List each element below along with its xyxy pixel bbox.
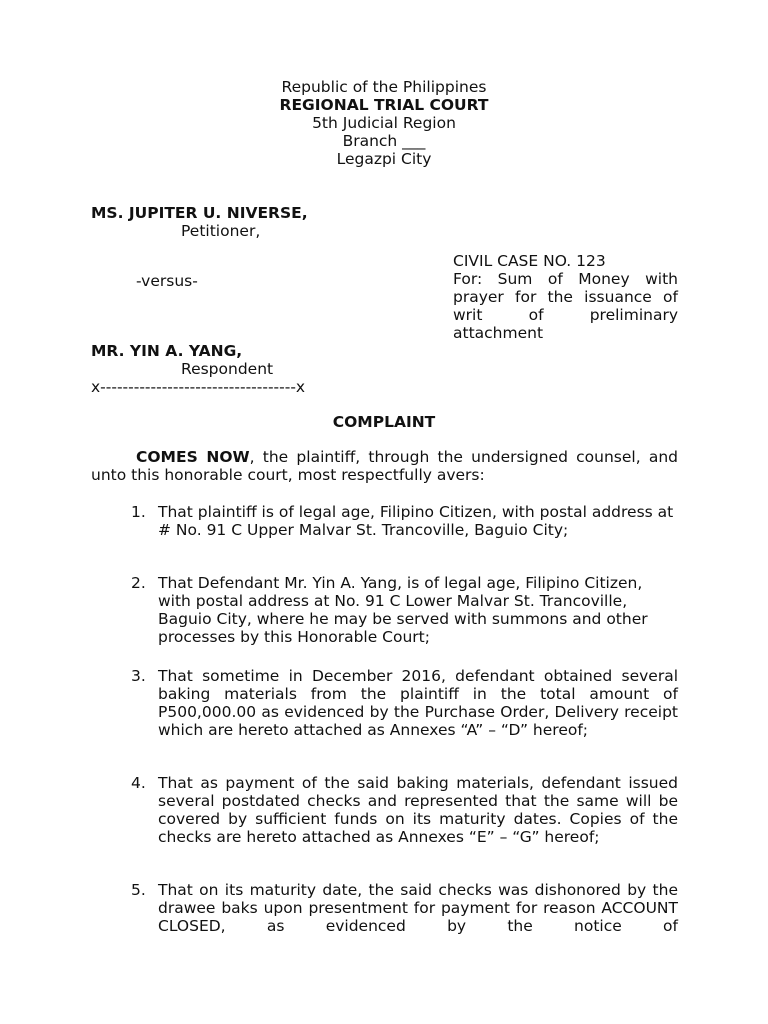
item-number: 5.: [131, 881, 146, 899]
item-number: 1.: [131, 503, 146, 521]
judicial-region: 5th Judicial Region: [312, 114, 456, 132]
respondent-block: [91, 342, 242, 360]
intro-text: , the plaintiff, through the undersigned counsel, and unto this honorable court, most respectfully avers:: [91, 448, 678, 484]
intro-lead: COMES NOW: [136, 448, 250, 466]
document-title: COMPLAINT: [332, 413, 436, 431]
list-item: [131, 503, 678, 539]
petitioner-role: Petitioner,: [181, 222, 261, 240]
list-item: [131, 881, 678, 935]
republic-line: Republic of the Philippines: [281, 78, 487, 96]
court-name: REGIONAL TRIAL COURT: [279, 96, 489, 114]
court-city: Legazpi City: [336, 150, 432, 168]
branch-line: Branch ___: [342, 132, 426, 150]
list-item: [131, 667, 678, 739]
respondent-name: MR. YIN A. YANG,: [91, 342, 243, 360]
item-number: 3.: [131, 667, 146, 685]
petitioner-block: [91, 204, 308, 222]
list-item: [131, 574, 678, 646]
caption-divider: x-----------------------------------x: [91, 378, 306, 396]
case-block: [453, 252, 678, 342]
item-number: 2.: [131, 574, 146, 592]
item-number: 4.: [131, 774, 146, 792]
petitioner-name: MS. JUPITER U. NIVERSE,: [91, 204, 308, 222]
versus-text: -versus-: [136, 272, 198, 290]
case-nature: For: Sum of Money with prayer for the issuance of writ of preliminary attachment: [453, 270, 678, 342]
court-header: [0, 78, 768, 168]
item-text: That as payment of the said baking materials, defendant issued several postdated checks and represented that the same will be covered by sufficient funds on its maturity dates. Copies of the checks are hereto attached as Annexes “E” – “G” hereof;: [158, 774, 678, 846]
item-text: That sometime in December 2016, defendant obtained several baking materials from the plaintiff in the total amount of P500,000.00 as evidenced by the Purchase Order, Delivery receipt which are hereto attached as Annexes “A” – “D” hereof;: [158, 667, 678, 739]
item-text: That on its maturity date, the said checks was dishonored by the drawee baks upon presentment for payment for reason ACCOUNT CLOSED, as evidenced by the notice of: [158, 881, 678, 935]
item-text: That plaintiff is of legal age, Filipino Citizen, with postal address at # No. 91 C Upper Malvar St. Trancoville, Baguio City;: [158, 503, 674, 539]
list-item: [131, 774, 678, 846]
respondent-role: Respondent: [181, 360, 274, 378]
item-text: That Defendant Mr. Yin A. Yang, is of legal age, Filipino Citizen, with postal address at No. 91 C Lower Malvar St. Trancoville, Baguio City, where he may be served with summons and other processes by this Honorable Court;: [158, 574, 648, 646]
case-number: CIVIL CASE NO. 123: [453, 252, 606, 270]
intro-paragraph: [91, 448, 678, 484]
